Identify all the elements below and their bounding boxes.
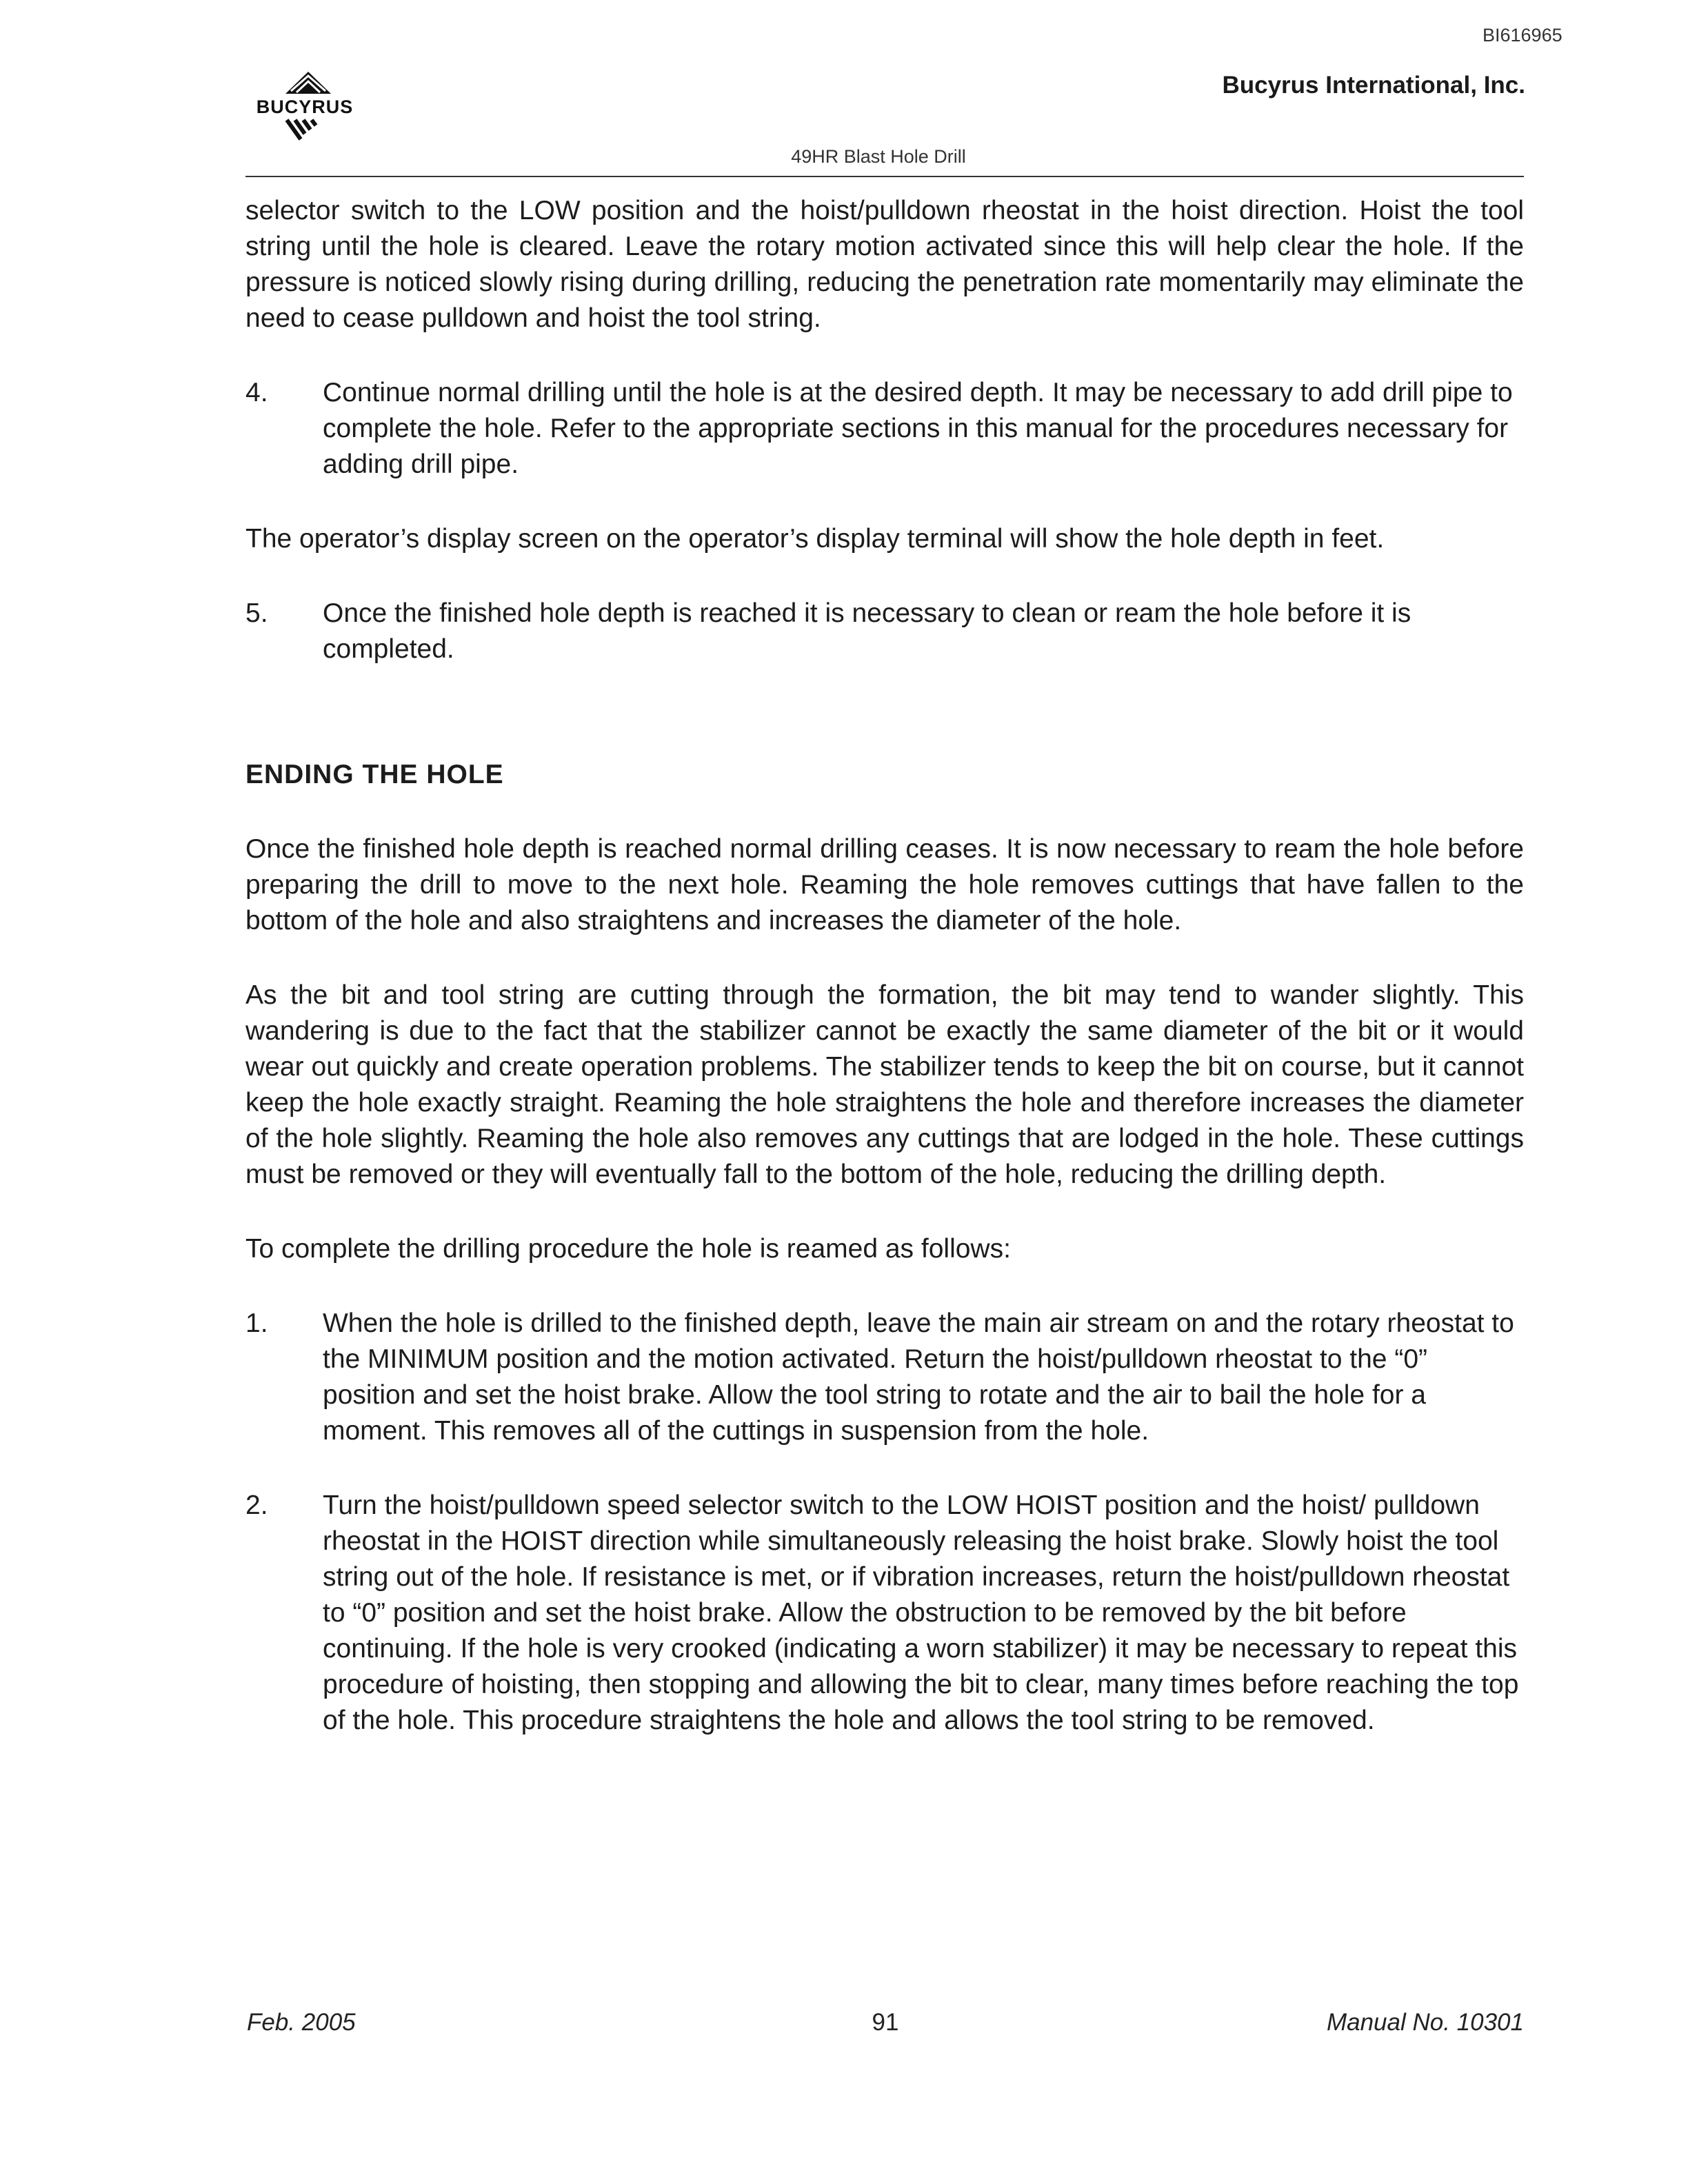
paragraph-ending-1: Once the finished hole depth is reached normal drilling ceases. It is now necessary to ream the hole before preparing the drill to move to the next hole. Reaming the hole removes cuttings that have fallen to the bottom of the hole and also straightens and increases the diameter of the hole. <box>245 834 1524 936</box>
logo-wordmark: BUCYRUS <box>256 97 354 117</box>
list-item-ream-1 <box>245 1306 1524 1449</box>
list-text: When the hole is drilled to the finished depth, leave the main air stream on and the rotary rheostat to the MINIMUM position and the motion activated. Return the hoist/pulldown rheostat to the “0” position and set the hoist brake. Allow the tool string to rotate and the air to bail the hole for a moment. This removes all of the cuttings in suspension from the hole. <box>323 1308 1514 1446</box>
manual-number: Manual No. 10301 <box>1326 2009 1524 2036</box>
list-text: Turn the hoist/pulldown speed selector switch to the LOW HOIST position and the hoist/ pulldown rheostat in the HOIST direction while simultaneously releasing the hoist brake. Slowly hoist the tool string out of the hole. If resistance is met, or if vibration increases, return the hoist/pulldown rheostat to “0” position and set the hoist brake. Allow the obstruction to be removed by the bit before continuing. If the hole is very crooked (indicating a worn stabilizer) it may be necessary to repeat this procedure of hoisting, then stopping and allowing the bit to clear, many times before reaching the top of the hole. This procedure straightens the hole and allows the tool string to be removed. <box>323 1490 1519 1735</box>
list-number: 5. <box>245 598 268 628</box>
footer-date: Feb. 2005 <box>247 2009 356 2036</box>
document-id: BI616965 <box>1483 25 1563 46</box>
paragraph-ending-2: As the bit and tool string are cutting through the formation, the bit may tend to wander slightly. This wandering is due to the fact that the stabilizer cannot be exactly the same diameter of the bit or it would wear out quickly and create operation problems. The stabilizer tends to keep the bit on course, but it cannot keep the hole exactly straight. Reaming the hole straightens the hole and therefore increases the diameter of the hole slightly. Reaming the hole also removes any cuttings that are lodged in the hole. These cuttings must be removed or they will eventually fall to the bottom of the hole, reducing the drilling depth. <box>245 980 1524 1189</box>
document-title: 49HR Blast Hole Drill <box>791 146 966 167</box>
list-number: 4. <box>245 378 268 407</box>
list-item-5 <box>245 596 1524 667</box>
section-heading: ENDING THE HOLE <box>245 760 504 789</box>
list-number: 2. <box>245 1490 268 1520</box>
list-text: Continue normal drilling until the hole is at the desired depth. It may be necessary to add drill pipe to complete the hole. Refer to the appropriate sections in this manual for the procedures necessary for adding drill pipe. <box>323 378 1513 479</box>
list-item-4 <box>245 375 1524 483</box>
list-number: 1. <box>245 1308 268 1338</box>
page-content <box>245 193 1524 1739</box>
paragraph-continued: selector switch to the LOW position and the hoist/pulldown rheostat in the hoist direction. Hoist the tool string until the hole is cleared. Leave the rotary motion activated since this will help clear the hole. If the pressure is noticed slowly rising during drilling, reducing the penetration rate momentarily may eliminate the need to cease pulldown and hoist the tool string. <box>245 196 1524 333</box>
page-number: 91 <box>872 2009 899 2036</box>
paragraph-display: The operator’s display screen on the operator’s display terminal will show the hole depth in feet. <box>245 524 1385 554</box>
company-name: Bucyrus International, Inc. <box>1222 72 1525 99</box>
list-text: Once the finished hole depth is reached it is necessary to clean or ream the hole before it is completed. <box>323 598 1411 664</box>
header-rule <box>245 176 1524 177</box>
paragraph-ream-intro: To complete the drilling procedure the hole is reamed as follows: <box>245 1234 1011 1264</box>
list-item-ream-2 <box>245 1488 1524 1739</box>
